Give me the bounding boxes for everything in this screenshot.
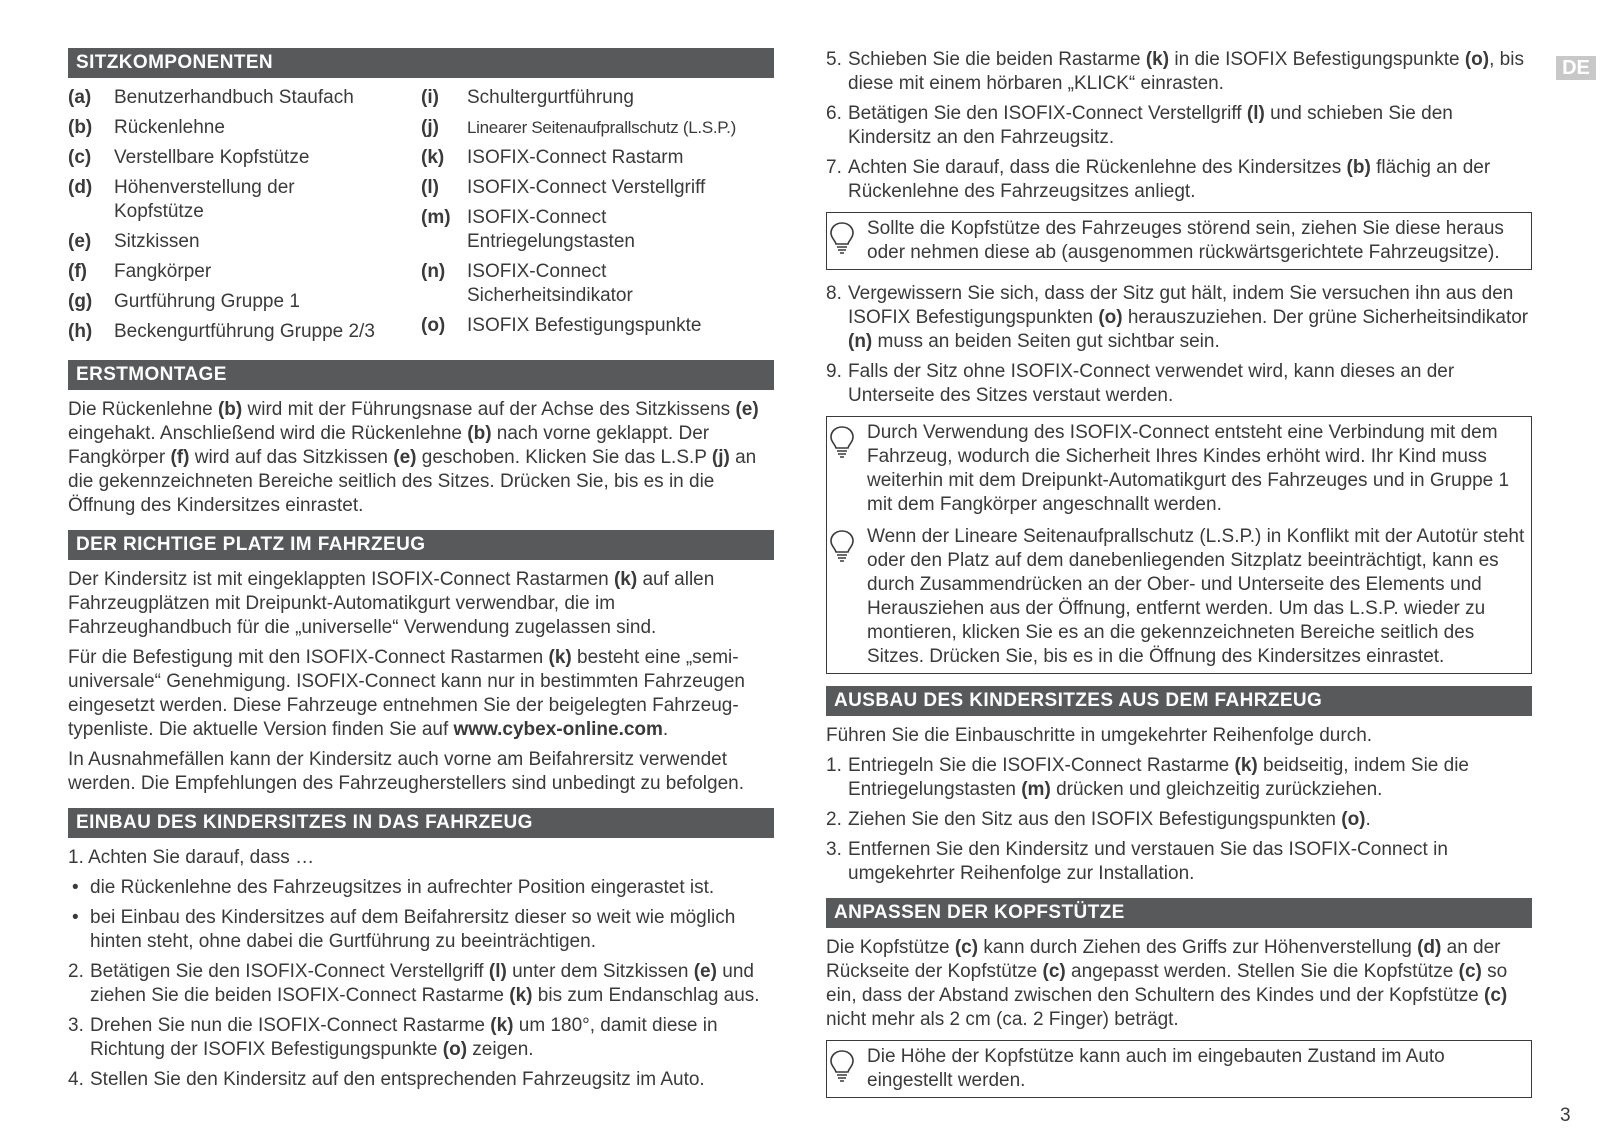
component-letter: (o) bbox=[421, 315, 446, 336]
step-text: Falls der Sitz ohne ISOFIX-Connect verwendet wird, kann dieses an der Unterseite des Sitzes verstaut werden. bbox=[848, 361, 1455, 406]
text: beidseitig, indem Sie die Entriegelungstasten bbox=[848, 755, 1469, 800]
ref: (n) bbox=[848, 331, 873, 352]
list-item bbox=[421, 176, 774, 200]
component-label: ISOFIX-Connect Rastarm bbox=[467, 147, 684, 168]
tip-text: Die Höhe der Kopfstütze kann auch im eingebauten Zustand im Auto eingestellt werden. bbox=[867, 1046, 1445, 1091]
text: Die Kopfstütze bbox=[826, 937, 955, 958]
list-item bbox=[421, 314, 774, 338]
text: wird auf das Sitzkissen bbox=[189, 447, 394, 468]
list-item bbox=[68, 116, 421, 140]
step-number: 2. bbox=[826, 809, 842, 830]
ref: (k) bbox=[548, 647, 572, 668]
component-letter: (e) bbox=[68, 231, 92, 252]
tip-row bbox=[867, 421, 1527, 517]
component-label: Linearer Seitenaufprallschutz (L.S.P.) bbox=[467, 118, 736, 137]
section-title-ausbau: AUSBAU DES KINDERSITZES AUS DEM FAHRZEUG bbox=[826, 686, 1532, 716]
component-label: ISOFIX Befestigungspunkte bbox=[467, 315, 702, 336]
text: Schieben Sie die beiden Rastarme bbox=[848, 49, 1146, 70]
ref: (k) bbox=[509, 985, 533, 1006]
component-label: Schultergurtführung bbox=[467, 87, 634, 108]
text: . bbox=[662, 719, 669, 740]
einbau-step-4 bbox=[68, 1068, 774, 1092]
step-text bbox=[90, 1014, 774, 1062]
ref: (b) bbox=[1346, 157, 1371, 178]
ref: (d) bbox=[1417, 937, 1442, 958]
ref: (c) bbox=[1484, 985, 1508, 1006]
text: wird mit der Führungsnase auf der Achse des Sitzkissens bbox=[242, 399, 736, 420]
component-letter: (a) bbox=[68, 87, 92, 108]
einbau-step-3 bbox=[68, 1014, 774, 1062]
list-item bbox=[421, 206, 774, 254]
step-number: 3. bbox=[68, 1015, 84, 1036]
section-title-einbau: EINBAU DES KINDERSITZES IN DAS FAHRZEUG bbox=[68, 808, 774, 838]
list-item bbox=[421, 116, 774, 140]
text: nach vorne geklappt. Der Fangkörper bbox=[68, 423, 710, 468]
list-item bbox=[68, 230, 421, 254]
tip-row bbox=[867, 217, 1527, 265]
step-text bbox=[90, 960, 774, 1008]
bullet-icon: • bbox=[72, 877, 79, 898]
list-item bbox=[421, 86, 774, 110]
text: so ein, dass der Abstand zwischen den Schultern des Kindes und der Kopfstütze bbox=[826, 961, 1508, 1006]
platz-paragraph-2 bbox=[68, 646, 774, 742]
component-letter: (f) bbox=[68, 261, 87, 282]
lightbulb-icon bbox=[829, 1049, 855, 1083]
component-label: Benutzerhandbuch Staufach bbox=[114, 87, 354, 108]
list-item bbox=[421, 260, 774, 308]
einbau-step-9 bbox=[826, 360, 1532, 408]
text: . bbox=[1365, 809, 1371, 830]
step-number: 3. bbox=[826, 839, 842, 860]
component-letter: (b) bbox=[68, 117, 93, 138]
component-label: ISOFIX-Connect Entriegelungstasten bbox=[467, 207, 635, 252]
component-label: Gurtführung Gruppe 1 bbox=[114, 291, 300, 312]
list-item bbox=[68, 290, 421, 314]
ausbau-step-2 bbox=[826, 808, 1532, 832]
text: Drehen Sie nun die ISOFIX-Connect Rastarme bbox=[90, 1015, 491, 1036]
components-list bbox=[68, 86, 774, 350]
text: Betätigen Sie den ISOFIX-Connect Verstellgriff bbox=[90, 961, 489, 982]
einbau-step-2 bbox=[68, 960, 774, 1008]
ref: (c) bbox=[1458, 961, 1482, 982]
einbau-step-5 bbox=[826, 48, 1532, 96]
step-text: Stellen Sie den Kindersitz auf den entsprechenden Fahrzeugsitz im Auto. bbox=[90, 1069, 705, 1090]
einbau-step-6 bbox=[826, 102, 1532, 150]
step-text bbox=[848, 754, 1532, 802]
text: in die ISOFIX Befestigungspunkte bbox=[1169, 49, 1465, 70]
step-number: 1. bbox=[826, 755, 842, 776]
text: nicht mehr als 2 cm (ca. 2 Finger) beträgt. bbox=[826, 1009, 1179, 1030]
website-link: www.cybex-online.com bbox=[453, 719, 663, 740]
ref: (e) bbox=[393, 447, 417, 468]
section-title-erstmontage: ERSTMONTAGE bbox=[68, 360, 774, 390]
platz-paragraph-3: In Ausnahmefällen kann der Kindersitz auch vorne am Beifahrersitz verwendet werden. Die Empfehlungen des Fahrzeugherstellers sind unbedingt zu befolgen. bbox=[68, 749, 744, 794]
text: besteht eine „semi-universale“ Genehmigung. ISOFIX-Connect kann nur in bestimmten Fahrzeugen eingesetzt werden. Diese Fahrzeuge entnehmen Sie der beigelegten Fahrzeug-typenliste. Die aktuelle Version finden Sie auf bbox=[68, 647, 745, 740]
component-label: Höhenverstellung der Kopfstütze bbox=[114, 177, 295, 222]
step-text bbox=[848, 156, 1532, 204]
einbau-bullet-1 bbox=[68, 876, 774, 900]
text: kann durch Ziehen des Griffs zur Höhenverstellung bbox=[978, 937, 1418, 958]
component-label: ISOFIX-Connect Verstellgriff bbox=[467, 177, 706, 198]
text: Ziehen Sie den Sitz aus den ISOFIX Befestigungspunkten bbox=[848, 809, 1342, 830]
ref: (j) bbox=[711, 447, 730, 468]
step-text bbox=[848, 808, 1532, 832]
text: , bis diese mit einem hörbaren „KLICK“ einrasten. bbox=[848, 49, 1524, 94]
tip-text: Durch Verwendung des ISOFIX-Connect entsteht eine Verbindung mit dem Fahrzeug, wodurch die Sicherheit Ihres Kindes erhöht wird. Ihr Kind muss weiterhin mit dem Dreipunkt-Automatikgurt des Fahrzeuges und in Gruppe 1 mit dem Fangkörper angeschnallt werden. bbox=[867, 422, 1510, 515]
language-tab: DE bbox=[1556, 56, 1596, 80]
tip-row bbox=[867, 525, 1527, 669]
lightbulb-icon bbox=[829, 425, 855, 459]
lightbulb-icon bbox=[829, 221, 855, 255]
step-text bbox=[848, 102, 1532, 150]
kopfstuetze-paragraph bbox=[826, 936, 1532, 1032]
list-item bbox=[68, 86, 421, 110]
einbau-step-8 bbox=[826, 282, 1532, 354]
text: auf allen Fahrzeugplätzen mit Dreipunkt-Automatikgurt verwendbar, die im Fahrzeughandbuch für die „universelle“ Verwendung zugelassen sind. bbox=[68, 569, 715, 638]
text: an die gekennzeichneten Bereiche seitlich des Sitzes. Drücken Sie, bis es in die Öffnung des Kindersitzes einrastet. bbox=[68, 447, 757, 516]
text: flächig an der Rückenlehne des Fahrzeugsitzes anliegt. bbox=[848, 157, 1491, 202]
section-title-platz: DER RICHTIGE PLATZ IM FAHRZEUG bbox=[68, 530, 774, 560]
text: muss an beiden Seiten gut sichtbar sein. bbox=[872, 331, 1220, 352]
text: Vergewissern Sie sich, dass der Sitz gut hält, indem Sie versuchen ihn aus den ISOFIX Befestigungspunkten bbox=[848, 283, 1514, 328]
step-number: 2. bbox=[68, 961, 84, 982]
text: geschoben. Klicken Sie das L.S.P bbox=[416, 447, 712, 468]
ref: (c) bbox=[1042, 961, 1066, 982]
ref: (l) bbox=[488, 961, 507, 982]
component-label: Sitzkissen bbox=[114, 231, 200, 252]
component-label: Fangkörper bbox=[114, 261, 212, 282]
ref: (e) bbox=[735, 399, 759, 420]
component-label: Rückenlehne bbox=[114, 117, 225, 138]
einbau-step-7 bbox=[826, 156, 1532, 204]
text: Für die Befestigung mit den ISOFIX-Connect Rastarmen bbox=[68, 647, 549, 668]
component-letter: (c) bbox=[68, 147, 92, 168]
text: Entriegeln Sie die ISOFIX-Connect Rastarme bbox=[848, 755, 1235, 776]
text: drücken und gleichzeitig zurückziehen. bbox=[1050, 779, 1383, 800]
ausbau-intro: Führen Sie die Einbauschritte in umgekehrter Reihenfolge durch. bbox=[826, 725, 1373, 746]
step-number: 4. bbox=[68, 1069, 84, 1090]
text: und schieben Sie den Kindersitz an den Fahrzeugsitz. bbox=[848, 103, 1453, 148]
list-item bbox=[68, 146, 421, 170]
page-number: 3 bbox=[1560, 1105, 1571, 1126]
component-letter: (g) bbox=[68, 291, 93, 312]
ref: (f) bbox=[170, 447, 190, 468]
step-number: 7. bbox=[826, 157, 842, 178]
step-number: 8. bbox=[826, 283, 842, 304]
ausbau-step-1 bbox=[826, 754, 1532, 802]
bullet-icon: • bbox=[72, 907, 79, 928]
component-letter: (m) bbox=[421, 207, 451, 228]
ref: (o) bbox=[1464, 49, 1490, 70]
list-item bbox=[68, 320, 421, 344]
list-item bbox=[421, 146, 774, 170]
text: um 180°, damit diese in Richtung der ISOFIX Befestigungspunkte bbox=[90, 1015, 718, 1060]
ref: (m) bbox=[1021, 779, 1051, 800]
component-letter: (d) bbox=[68, 177, 93, 198]
ref: (b) bbox=[467, 423, 492, 444]
text: zeigen. bbox=[467, 1039, 534, 1060]
step-text bbox=[848, 282, 1532, 354]
list-item bbox=[68, 176, 421, 224]
step-text: Entfernen Sie den Kindersitz und verstauen Sie das ISOFIX-Connect in umgekehrter Reihenfolge zur Installation. bbox=[848, 839, 1448, 884]
step-text: 1. Achten Sie darauf, dass … bbox=[68, 847, 315, 868]
tip-box-headrest-height bbox=[826, 1040, 1532, 1098]
step-number: 5. bbox=[826, 49, 842, 70]
section-title-kopfstuetze: ANPASSEN DER KOPFSTÜTZE bbox=[826, 898, 1532, 928]
ref: (e) bbox=[693, 961, 717, 982]
ref: (o) bbox=[1341, 809, 1366, 830]
tip-box-isofix-lsp bbox=[826, 416, 1532, 674]
tip-box-headrest-vehicle bbox=[826, 212, 1532, 270]
component-letter: (n) bbox=[421, 261, 446, 282]
einbau-bullet-2 bbox=[68, 906, 774, 954]
component-letter: (i) bbox=[421, 87, 439, 108]
components-col-2 bbox=[421, 86, 774, 350]
text: eingehakt. Anschließend wird die Rückenlehne bbox=[68, 423, 468, 444]
component-label: Verstellbare Kopfstütze bbox=[114, 147, 310, 168]
step-text bbox=[848, 48, 1532, 96]
ref: (b) bbox=[217, 399, 243, 420]
erstmontage-paragraph bbox=[68, 398, 774, 518]
tip-text: Wenn der Lineare Seitenaufprallschutz (L.S.P.) in Konflikt mit der Autotür steht oder den Platz auf dem danebenliegenden Sitzplatz beeinträchtigt, kann es durch Zusammendrücken an der Ober- und Unterseite des Elements und Herausziehen aus der Öffnung, entfernt werden. Um das L.S.P. wieder zu montieren, klicken Sie es an die gekennzeichneten Bereiche seitlich des Sitzes. Drücken Sie, bis es in die Öffnung des Kindersitzes einrastet. bbox=[867, 526, 1525, 667]
ref: (o) bbox=[1098, 307, 1123, 328]
ref: (l) bbox=[1246, 103, 1265, 124]
text: Der Kindersitz ist mit eingeklappten ISOFIX-Connect Rastarmen bbox=[68, 569, 614, 590]
component-label: ISOFIX-Connect Sicherheitsindikator bbox=[467, 261, 633, 306]
left-column bbox=[68, 48, 774, 1098]
ref: (k) bbox=[1234, 755, 1258, 776]
right-column bbox=[826, 48, 1532, 1110]
ausbau-step-3 bbox=[826, 838, 1532, 886]
component-label: Beckengurtführung Gruppe 2/3 bbox=[114, 321, 375, 342]
component-letter: (h) bbox=[68, 321, 93, 342]
text: unter dem Sitzkissen bbox=[506, 961, 694, 982]
ref: (k) bbox=[613, 569, 638, 590]
platz-paragraph-1 bbox=[68, 568, 774, 640]
tip-text: Sollte die Kopfstütze des Fahrzeuges störend sein, ziehen Sie diese heraus oder nehmen diese ab (ausgenommen rückwärtsgerichtete Fahrzeugsitze). bbox=[867, 218, 1504, 263]
ref: (k) bbox=[1145, 49, 1170, 70]
text: bis zum Endanschlag aus. bbox=[532, 985, 760, 1006]
text: Die Rückenlehne bbox=[68, 399, 218, 420]
einbau-step-1 bbox=[68, 846, 774, 870]
components-col-1 bbox=[68, 86, 421, 350]
section-title-sitzkomponenten: SITZKOMPONENTEN bbox=[68, 48, 774, 78]
text: an der Rückseite der Kopfstütze bbox=[826, 937, 1501, 982]
lightbulb-icon bbox=[829, 529, 855, 563]
tip-row bbox=[867, 1045, 1527, 1093]
text: angepasst werden. Stellen Sie die Kopfstütze bbox=[1065, 961, 1459, 982]
component-letter: (l) bbox=[421, 177, 439, 198]
text: herauszuziehen. Der grüne Sicherheitsindikator bbox=[1122, 307, 1529, 328]
text: Achten Sie darauf, dass die Rückenlehne des Kindersitzes bbox=[848, 157, 1347, 178]
ref: (c) bbox=[954, 937, 979, 958]
text: und ziehen Sie die beiden ISOFIX-Connect Rastarme bbox=[90, 961, 754, 1006]
component-letter: (j) bbox=[421, 117, 439, 138]
component-letter: (k) bbox=[421, 147, 445, 168]
ref: (o) bbox=[442, 1039, 468, 1060]
ref: (k) bbox=[490, 1015, 514, 1036]
step-number: 6. bbox=[826, 103, 842, 124]
bullet-text: die Rückenlehne des Fahrzeugsitzes in aufrechter Position eingerastet ist. bbox=[90, 877, 715, 898]
step-number: 9. bbox=[826, 361, 842, 382]
bullet-text: bei Einbau des Kindersitzes auf dem Beifahrersitz dieser so weit wie möglich hinten steht, ohne dabei die Gurtführung zu beeinträchtigen. bbox=[90, 907, 736, 952]
list-item bbox=[68, 260, 421, 284]
text: Betätigen Sie den ISOFIX-Connect Verstellgriff bbox=[848, 103, 1247, 124]
